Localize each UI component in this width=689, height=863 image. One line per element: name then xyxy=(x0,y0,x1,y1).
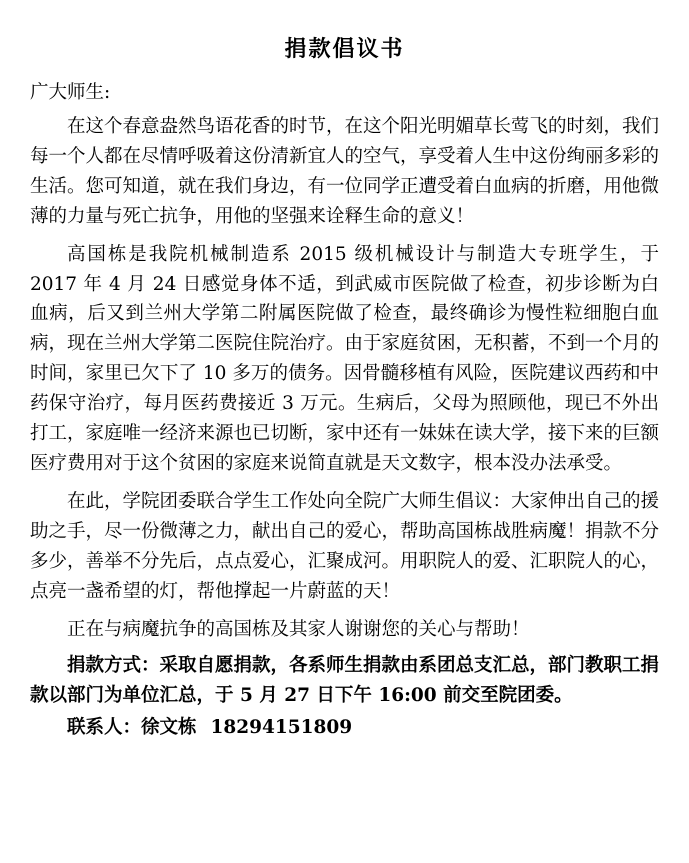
donation-method-notice: 捐款方式：采取自愿捐款，各系师生捐款由系团总支汇总，部门教职工捐款以部门为单位汇总，于 5 月 27 日下午 16:00 前交至院团委。 xyxy=(30,655,660,707)
body-paragraph-1: 在这个春意盎然鸟语花香的时节，在这个阳光明媚草长莺飞的时刻，我们每一个人都在尽情呼吸着这份清新宜人的空气，享受着人生中这份绚丽多彩的生活。您可知道，就在我们身边，有一位同学正遭受着白血病的折磨，用他微薄的力量与死亡抗争，用他的坚强来诠释生命的意义！ xyxy=(30,115,660,227)
salutation: 广大师生: xyxy=(30,82,111,103)
body-paragraph-3: 在此，学院团委联合学生工作处向全院广大师生倡议：大家伸出自己的援助之手，尽一份微薄之力，献出自己的爱心，帮助高国栋战胜病魔！捐款不分多少，善举不分先后，点点爱心，汇聚成河。用职院人的爱、汇职院人的心，点亮一盏希望的灯，帮他撑起一片蔚蓝的天！ xyxy=(30,491,660,603)
body-paragraph-2: 高国栋是我院机械制造系 2015 级机械设计与制造大专班学生，于 2017 年 4 月 24 日感觉身体不适，到武威市医院做了检查，初步诊断为白血病，后又到兰州大学第二附属医院做了检查，最终确诊为慢性粒细胞白血病，现在兰州大学第二医院住院治疗。由于家庭贫困，无积蓄，不到一个月的时间，家里已欠下了 10 多万的债务。因骨髓移植有风险，医院建议西药和中药保守治疗，每月医药费接近 3 万元。生病后，父母为照顾他，现已不外出打工，家庭唯一经济来源也已切断，家中还有一妹妹在读大学，接下来的巨额医疗费用对于这个贫困的家庭来说简直就是天文数字，根本没办法承受。 xyxy=(30,243,660,475)
contact-line xyxy=(30,713,659,743)
body-paragraph-4: 正在与病魔抗争的高国栋及其家人谢谢您的关心与帮助！ xyxy=(67,619,530,641)
page-title: 捐款倡议书 xyxy=(284,36,405,62)
contact-phone-number: 18294151809 xyxy=(210,717,353,739)
contact-person-label: 联系人：徐文栋 xyxy=(67,717,197,739)
